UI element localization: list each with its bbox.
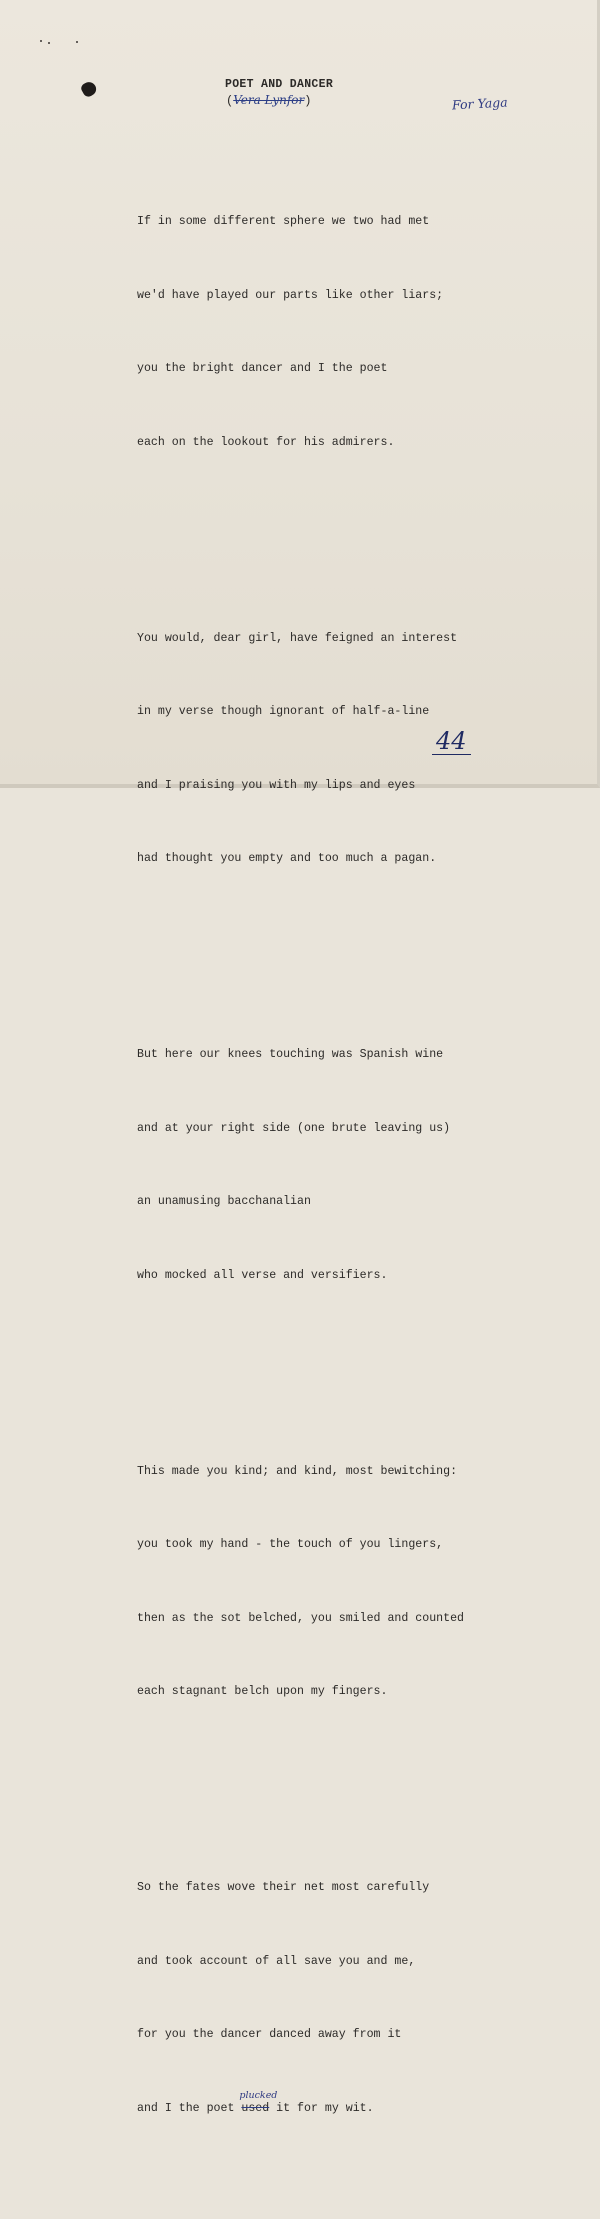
subtitle-close-paren: )	[304, 94, 312, 108]
poem-subtitle	[226, 93, 311, 108]
handwritten-dedication: For Yaga	[451, 94, 509, 113]
subtitle-open-paren: (	[226, 94, 234, 108]
final-line-start: and I the poet	[137, 2101, 242, 2115]
poem-line: If in some different sphere we two had met	[137, 215, 430, 228]
ink-speck	[48, 42, 50, 44]
stanza-3	[137, 994, 464, 1337]
page-number: 44	[432, 728, 471, 755]
poem-line: and took account of all save you and me,	[137, 1954, 416, 1968]
poem-line: an unamusing bacchanalian	[137, 1195, 311, 1208]
stanza-5	[137, 1827, 464, 2170]
poem-line: for you the dancer danced away from it	[137, 2028, 402, 2041]
poem-line: This made you kind; and kind, most bewitching:	[137, 1464, 458, 1478]
poem-line: we'd have played our parts like other liars;	[137, 288, 444, 302]
stanza-2	[137, 578, 464, 921]
ink-speck	[76, 41, 78, 43]
poem-line: You would, dear girl, have feigned an interest	[137, 631, 458, 645]
handwritten-correction	[239, 2089, 278, 2122]
poem-line: So the fates wove their net most carefully	[137, 1881, 430, 1894]
poem-line: you took my hand - the touch of you lingers,	[137, 1538, 444, 1551]
poem-line: who mocked all verse and versifiers.	[137, 1268, 388, 1282]
ink-speck	[40, 40, 42, 42]
poem-line: and I praising you with my lips and eyes	[137, 778, 416, 792]
poem-line-final	[137, 2089, 464, 2122]
poem-line: each stagnant belch upon my fingers.	[137, 1685, 388, 1698]
poem-body	[137, 112, 464, 2219]
ink-blot	[79, 79, 98, 98]
final-line-end: it for my wit.	[269, 2101, 374, 2115]
poem-line: you the bright dancer and I the poet	[137, 362, 388, 375]
poem-title: POET AND DANCER	[225, 78, 334, 91]
struck-word: used	[241, 2101, 270, 2115]
stanza-4	[137, 1411, 464, 1754]
inserted-word: plucked	[239, 2089, 278, 2101]
poem-line: had thought you empty and too much a pagan.	[137, 852, 437, 865]
poem-line: But here our knees touching was Spanish wine	[137, 1048, 444, 1061]
subtitle-struck-name: Vera Lynfor	[233, 93, 305, 107]
poem-line: then as the sot belched, you smiled and counted	[137, 1611, 464, 1625]
poem-line: in my verse though ignorant of half-a-line	[137, 705, 430, 718]
poem-line: each on the lookout for his admirers.	[137, 435, 395, 449]
poem-line: and at your right side (one brute leaving us)	[137, 1121, 451, 1135]
stanza-1	[137, 161, 464, 504]
